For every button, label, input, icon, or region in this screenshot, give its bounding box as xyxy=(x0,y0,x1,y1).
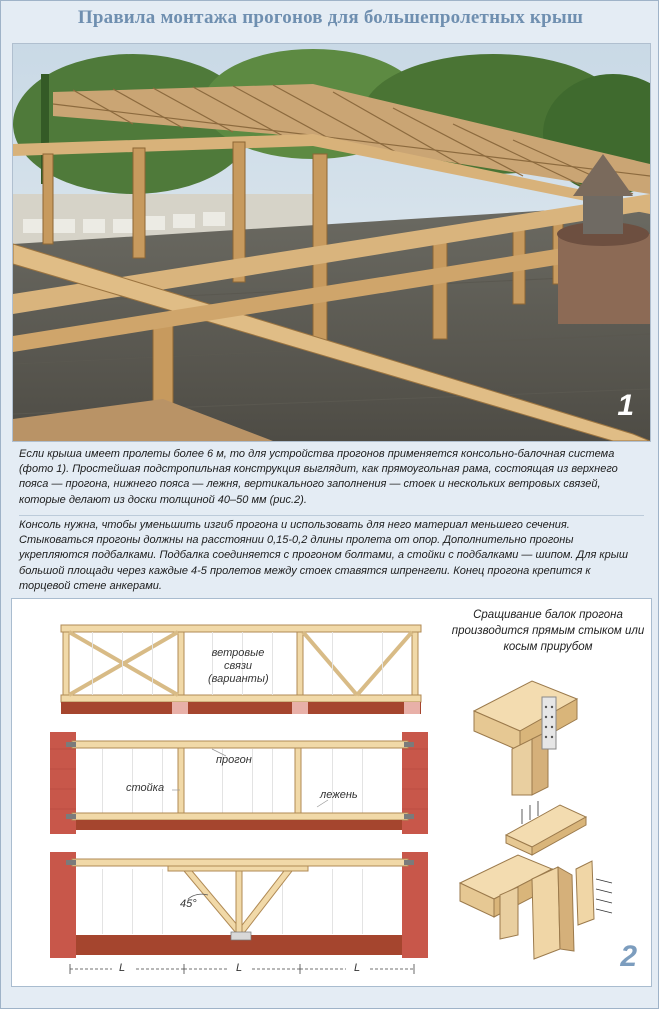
frame-a-top-chord xyxy=(61,625,421,632)
frame-b-sill-board xyxy=(72,813,408,820)
label-span-3: L xyxy=(354,962,361,974)
joint-post-top xyxy=(512,739,532,795)
frame-a-sill xyxy=(61,702,421,714)
page-title: Правила монтажа прогонов для большепролетных крыш xyxy=(77,7,584,28)
frame-b-purlin xyxy=(72,741,408,748)
frame-c-wall-right xyxy=(402,852,428,958)
paragraph-2: Консоль нужна, чтобы уменьшить изгиб прогона и использовать для него материал меньшего сечения. Стыковаться прогоны должны на расстоянии 0,15-0,2 длины пролета от опор. Дополнительно прогоны укрепляются подбалками. Подбалка соединяется с прогоном болтами, а стойки с подбалками — шипом. Для крыш большой площади через каждые 4-5 пролетов между стоек ставятся шпренгели. Конец прогона крепится к торцевой стене анкерами. xyxy=(19,519,628,592)
label-wind-braces-line1: ветровые xyxy=(211,647,265,659)
label-span-1: L xyxy=(119,962,126,974)
diagram-number: 2 xyxy=(620,940,637,973)
separator xyxy=(19,515,644,516)
frame-b-post-1 xyxy=(178,748,184,813)
frame-c-purlin xyxy=(72,859,408,866)
frame-b-post-2 xyxy=(295,748,301,813)
frame-c-wall-left xyxy=(50,852,76,958)
frame-c-strut-right xyxy=(236,871,292,933)
frame-a-bottom-chord xyxy=(61,695,421,702)
label-post: стойка xyxy=(126,782,165,794)
label-angle: 45° xyxy=(180,898,197,910)
photo-number: 1 xyxy=(617,389,634,422)
paragraph-1: Если крыша имеет пролеты более 6 м, то для устройства прогонов применяется консольно-балочная система (фото 1). Простейшая подстропильная конструкция выглядит, как прямоугольная рама, состоящая из верхнего пояса — прогона, нижнего пояса — лежня, вертикального заполнения — стоек и нескольких ветровых связей, которые делают из доски толщиной 40–50 мм (рис.2). xyxy=(19,448,618,506)
label-sill: лежень xyxy=(320,789,358,801)
roof-photo xyxy=(12,43,651,442)
diagram-panel xyxy=(11,598,652,987)
frame-c-post xyxy=(236,871,242,935)
frame-c-subbeam xyxy=(168,866,308,871)
roof-photo-illustration xyxy=(13,44,650,441)
label-purlin: прогон xyxy=(216,754,252,766)
joint-note: Сращивание балок прогона производится прямым стыком или косым прирубом xyxy=(451,609,645,653)
label-wind-braces-line2: связи xyxy=(223,660,253,672)
joint-post-bottom xyxy=(532,867,560,959)
label-span-2: L xyxy=(236,962,243,974)
label-wind-braces xyxy=(208,647,268,686)
label-wind-braces-line3: (варианты) xyxy=(208,673,269,685)
